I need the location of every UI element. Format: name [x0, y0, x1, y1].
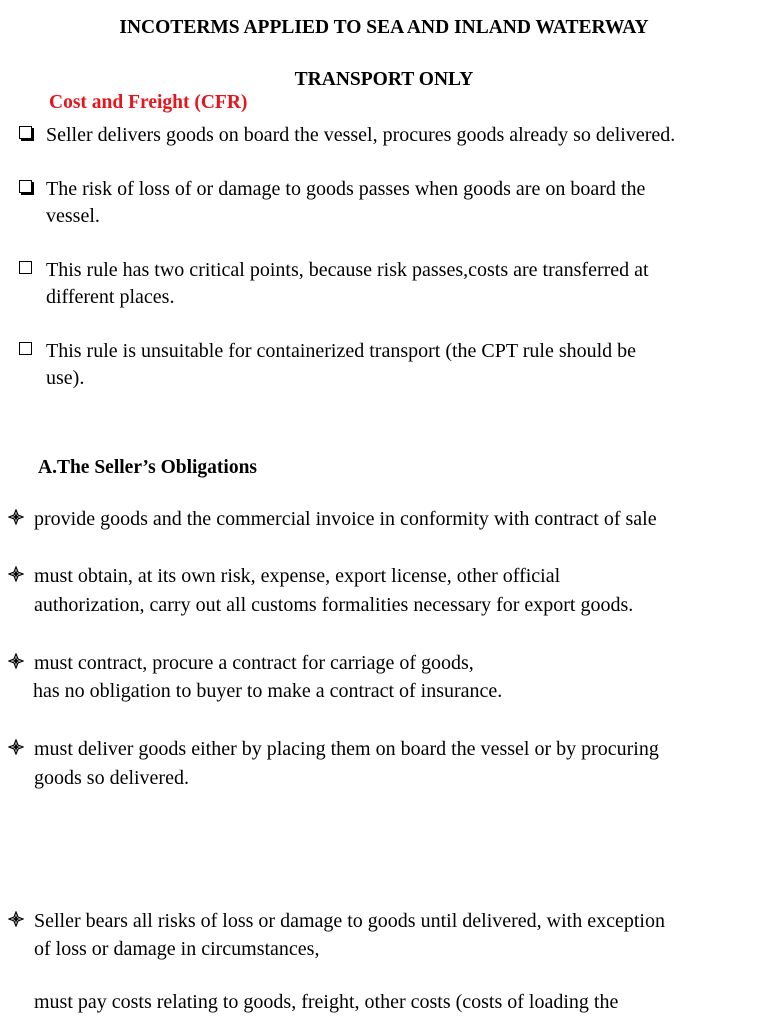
section-heading: A.The Seller’s Obligations	[38, 457, 258, 478]
trailing-paragraph-line-1: must pay costs relating to goods, freight, other costs (costs of loading the	[34, 991, 619, 1013]
checkbox-bullet-icon	[19, 342, 32, 355]
obligation-1-line-1: provide goods and the commercial invoice in conformity with contract of sale	[34, 508, 657, 530]
obligation-4-line-2: goods so delivered.	[34, 767, 189, 789]
intro-item-3-line-1: This rule has two critical points, because risk passes,costs are transferred at	[46, 259, 649, 281]
diamond-bullet-icon	[8, 653, 24, 669]
section-subtitle: Cost and Freight (CFR)	[49, 92, 248, 113]
intro-item-4-line-2: use).	[46, 367, 85, 389]
diamond-bullet-icon	[8, 509, 24, 525]
obligation-5-line-2: of loss or damage in circumstances,	[34, 938, 320, 960]
checkbox-bullet-icon	[19, 126, 32, 139]
intro-item-4-line-1: This rule is unsuitable for containerized transport (the CPT rule should be	[46, 340, 637, 362]
diamond-bullet-icon	[8, 911, 24, 927]
diamond-bullet-icon	[8, 566, 24, 582]
checkbox-bullet-icon	[19, 180, 32, 193]
intro-item-2-line-1: The risk of loss of or damage to goods passes when goods are on board the	[46, 178, 646, 200]
intro-item-3-line-2: different places.	[46, 286, 175, 308]
obligation-5-line-1: Seller bears all risks of loss or damage to goods until delivered, with exception	[34, 910, 665, 932]
obligation-2-line-2: authorization, carry out all customs formalities necessary for export goods.	[34, 594, 634, 616]
document-title-line-1: INCOTERMS APPLIED TO SEA AND INLAND WATERWAY	[119, 17, 649, 38]
obligation-3-line-2: has no obligation to buyer to make a contract of insurance.	[33, 680, 503, 702]
diamond-bullet-icon	[8, 739, 24, 755]
document-title-line-2: TRANSPORT ONLY	[294, 69, 474, 90]
obligation-2-line-1: must obtain, at its own risk, expense, export license, other official	[34, 565, 561, 587]
obligation-3-line-1: must contract, procure a contract for carriage of goods,	[34, 652, 474, 674]
checkbox-bullet-icon	[19, 261, 32, 274]
intro-item-1-line-1: Seller delivers goods on board the vessel, procures goods already so delivered.	[46, 124, 676, 146]
intro-item-2-line-2: vessel.	[46, 205, 100, 227]
obligation-4-line-1: must deliver goods either by placing them on board the vessel or by procuring	[34, 738, 659, 760]
